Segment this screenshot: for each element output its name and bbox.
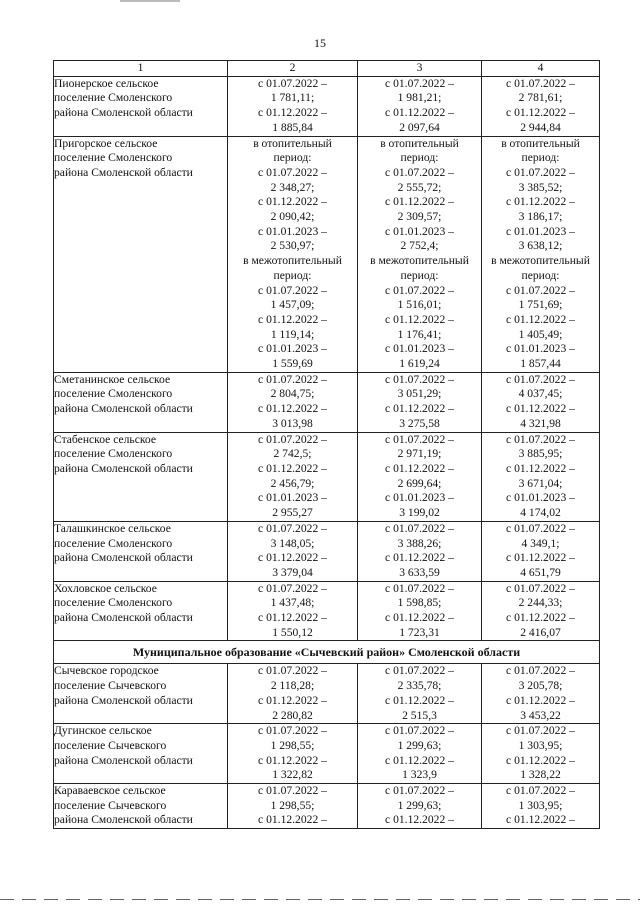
tariff-line: с 01.01.2023 – (506, 224, 575, 238)
section-header-row (54, 641, 600, 664)
tariff-line: с 01.07.2022 – (385, 521, 454, 535)
tariff-line: с 01.12.2022 – (506, 461, 575, 475)
tariff-line: 2 416,07 (520, 625, 561, 639)
tariff-cell-col3 (358, 581, 482, 641)
settlement-name-line: Дугинское сельское (54, 724, 152, 738)
tariff-line: с 01.12.2022 – (258, 402, 327, 416)
tariff-line: 4 321,98 (520, 416, 561, 430)
tariff-line: с 01.07.2022 – (258, 432, 327, 446)
tariff-cell-col2 (228, 432, 358, 521)
settlement-name-cell (54, 432, 228, 521)
tariff-cell-col4 (482, 136, 600, 372)
tariff-line: с 01.12.2022 – (258, 611, 327, 625)
tariff-line: с 01.12.2022 – (385, 312, 454, 326)
tariff-line: 1 322,82 (272, 768, 313, 782)
tariff-cell-col2 (228, 664, 358, 724)
tariff-cell-col2 (228, 372, 358, 432)
tariff-line: с 01.07.2022 – (258, 521, 327, 535)
settlement-name-line: Стабенское сельское (54, 432, 156, 446)
tariff-line: с 01.07.2022 – (258, 76, 327, 90)
tariff-line: в отопительный (253, 136, 332, 150)
tariff-line: 2 280,82 (272, 708, 313, 722)
tariff-line: с 01.12.2022 – (258, 312, 327, 326)
tariff-line: 3 453,22 (520, 708, 561, 722)
tariff-line: в межотопительный (243, 254, 342, 268)
tariff-line: с 01.07.2022 – (385, 165, 454, 179)
scan-artifact-top (120, 0, 180, 2)
tariff-line: с 01.07.2022 – (506, 724, 575, 738)
tariff-line: в межотопительный (370, 254, 469, 268)
tariff-line: 2 804,75; (270, 387, 315, 401)
tariff-line: с 01.12.2022 – (258, 461, 327, 475)
table-row (54, 724, 600, 784)
column-header-2: 2 (228, 61, 358, 77)
tariff-line: период: (521, 268, 560, 282)
tariff-line: с 01.12.2022 – (506, 402, 575, 416)
tariff-line: период: (273, 268, 312, 282)
tariff-line: с 01.07.2022 – (506, 432, 575, 446)
tariff-line: 1 598,85; (397, 596, 442, 610)
settlement-name-cell (54, 136, 228, 372)
tariff-line: с 01.01.2023 – (506, 491, 575, 505)
settlement-name-line: поселение Смоленского (54, 596, 173, 610)
settlement-name-cell (54, 76, 228, 136)
tariff-line: с 01.12.2022 – (258, 753, 327, 767)
settlement-name-line: поселение Смоленского (54, 447, 173, 461)
tariff-line: 1 723,31 (399, 625, 440, 639)
tariff-line: 1 457,09; (270, 298, 315, 312)
tariff-line: с 01.07.2022 – (385, 283, 454, 297)
tariff-line: 2 781,61; (518, 91, 563, 105)
tariff-line: 2 971,19; (397, 447, 442, 461)
tariff-line: 1 119,14; (270, 327, 315, 341)
tariff-line: с 01.12.2022 – (506, 106, 575, 120)
tariff-line: с 01.07.2022 – (506, 76, 575, 90)
tariff-line: 1 619,24 (399, 357, 440, 371)
tariff-line: 1 751,69; (518, 298, 563, 312)
tariff-line: 4 349,1; (521, 536, 560, 550)
tariff-line: 1 299,63; (397, 738, 442, 752)
tariff-line: с 01.07.2022 – (506, 521, 575, 535)
tariff-line: с 01.07.2022 – (506, 372, 575, 386)
tariff-line: с 01.12.2022 – (506, 312, 575, 326)
tariff-line: 3 186,17; (518, 210, 563, 224)
tariff-line: с 01.07.2022 – (385, 76, 454, 90)
settlement-name-line: Пригорское сельское (54, 136, 158, 150)
tariff-line: с 01.07.2022 – (385, 664, 454, 678)
tariff-line: 2 348,27; (270, 180, 315, 194)
page-number: 15 (314, 36, 326, 50)
tariff-line: 3 205,78; (518, 679, 563, 693)
tariff-line: в отопительный (501, 136, 580, 150)
settlement-name-line: поселение Сычевского (54, 679, 167, 693)
tariff-line: с 01.12.2022 – (385, 813, 454, 827)
settlement-name-line: поселение Сычевского (54, 738, 167, 752)
tariff-line: 2 244,33; (518, 596, 563, 610)
table-row (54, 76, 600, 136)
tariff-line: 1 981,21; (397, 91, 442, 105)
tariff-line: период: (521, 151, 560, 165)
table-body (54, 76, 600, 828)
tariff-line: 3 148,05; (270, 536, 315, 550)
settlement-name-cell (54, 724, 228, 784)
tariff-line: 4 651,79 (520, 565, 561, 579)
tariff-line: 2 742,5; (273, 447, 312, 461)
tariff-line: с 01.07.2022 – (506, 283, 575, 297)
tariff-line: 3 671,04; (518, 476, 563, 490)
tariff-line: с 01.01.2023 – (506, 342, 575, 356)
tariff-cell-col3 (358, 136, 482, 372)
tariff-line: с 01.12.2022 – (506, 693, 575, 707)
tariff-line: с 01.07.2022 – (506, 664, 575, 678)
tariff-line: с 01.01.2023 – (385, 491, 454, 505)
tariff-cell-col2 (228, 136, 358, 372)
settlement-name-line: района Смоленской области (54, 402, 193, 416)
tariff-line: с 01.12.2022 – (385, 461, 454, 475)
tariff-line: с 01.01.2023 – (258, 224, 327, 238)
tariff-line: 2 456,79; (270, 476, 315, 490)
tariff-line: с 01.12.2022 – (385, 106, 454, 120)
tariff-line: 3 388,26; (397, 536, 442, 550)
tariff-line: 2 335,78; (397, 679, 442, 693)
tariff-line: период: (400, 151, 439, 165)
tariff-line: с 01.01.2023 – (385, 224, 454, 238)
tariff-line: 2 118,28; (270, 679, 315, 693)
settlement-name-line: района Смоленской области (54, 461, 193, 475)
tariff-table (53, 60, 600, 829)
settlement-name-line: поселение Смоленского (54, 91, 173, 105)
tariff-cell-col3 (358, 724, 482, 784)
settlement-name-line: района Смоленской области (54, 813, 193, 827)
tariff-line: 2 944,84 (520, 120, 561, 134)
tariff-line: 3 633,59 (399, 565, 440, 579)
table-row (54, 784, 600, 829)
table-row (54, 521, 600, 581)
tariff-cell-col2 (228, 784, 358, 829)
tariff-line: с 01.07.2022 – (506, 581, 575, 595)
tariff-line: с 01.12.2022 – (506, 813, 575, 827)
tariff-line: 1 176,41; (397, 327, 442, 341)
table-row (54, 136, 600, 372)
tariff-line: 1 298,55; (270, 738, 315, 752)
tariff-line: 2 097,64 (399, 120, 440, 134)
tariff-line: 1 303,95; (518, 798, 563, 812)
tariff-line: 1 298,55; (270, 798, 315, 812)
tariff-line: 1 437,48; (270, 596, 315, 610)
settlement-name-cell (54, 372, 228, 432)
tariff-line: с 01.12.2022 – (258, 195, 327, 209)
tariff-cell-col4 (482, 432, 600, 521)
settlement-name-line: Караваевское сельское (54, 784, 166, 798)
tariff-line: 1 781,11; (270, 91, 315, 105)
tariff-line: с 01.01.2023 – (258, 342, 327, 356)
settlement-name-line: района Смоленской области (54, 106, 193, 120)
tariff-cell-col4 (482, 372, 600, 432)
column-header-4: 4 (482, 61, 600, 77)
tariff-line: с 01.12.2022 – (385, 693, 454, 707)
tariff-line: с 01.12.2022 – (506, 195, 575, 209)
settlement-name-line: района Смоленской области (54, 693, 193, 707)
tariff-cell-col4 (482, 784, 600, 829)
tariff-line: с 01.07.2022 – (385, 372, 454, 386)
tariff-line: с 01.12.2022 – (258, 693, 327, 707)
tariff-line: с 01.07.2022 – (385, 581, 454, 595)
tariff-cell-col2 (228, 581, 358, 641)
table-row (54, 581, 600, 641)
tariff-line: 1 299,63; (397, 798, 442, 812)
tariff-line: с 01.07.2022 – (258, 724, 327, 738)
tariff-line: в отопительный (380, 136, 459, 150)
tariff-line: 2 090,42; (270, 210, 315, 224)
settlement-name-cell (54, 521, 228, 581)
tariff-cell-col3 (358, 432, 482, 521)
settlement-name-line: Сметанинское сельское (54, 372, 171, 386)
tariff-cell-col2 (228, 76, 358, 136)
tariff-line: с 01.07.2022 – (385, 724, 454, 738)
tariff-line: 4 174,02 (520, 506, 561, 520)
tariff-line: с 01.12.2022 – (385, 753, 454, 767)
tariff-line: 3 013,98 (272, 416, 313, 430)
tariff-line: 2 555,72; (397, 180, 442, 194)
tariff-cell-col3 (358, 784, 482, 829)
tariff-line: 1 857,44 (520, 357, 561, 371)
tariff-line: с 01.12.2022 – (258, 551, 327, 565)
tariff-line: 3 385,52; (518, 180, 563, 194)
column-header-3: 3 (358, 61, 482, 77)
tariff-line: период: (273, 151, 312, 165)
tariff-line: с 01.12.2022 – (506, 611, 575, 625)
settlement-name-line: Пионерское сельское (54, 76, 159, 90)
tariff-cell-col3 (358, 664, 482, 724)
tariff-line: с 01.12.2022 – (258, 813, 327, 827)
tariff-line: 2 309,57; (397, 210, 442, 224)
tariff-line: с 01.07.2022 – (258, 372, 327, 386)
settlement-name-line: поселение Смоленского (54, 387, 173, 401)
tariff-line: с 01.07.2022 – (258, 283, 327, 297)
tariff-line: с 01.12.2022 – (385, 195, 454, 209)
settlement-name-line: района Смоленской области (54, 551, 193, 565)
tariff-line: с 01.07.2022 – (506, 784, 575, 798)
tariff-line: с 01.07.2022 – (385, 784, 454, 798)
tariff-line: 3 638,12; (518, 239, 563, 253)
table-header-row (54, 61, 600, 77)
tariff-line: 2 955,27 (272, 506, 313, 520)
settlement-name-cell (54, 581, 228, 641)
tariff-line: с 01.07.2022 – (385, 432, 454, 446)
tariff-cell-col3 (358, 372, 482, 432)
tariff-line: с 01.12.2022 – (506, 551, 575, 565)
tariff-cell-col4 (482, 581, 600, 641)
tariff-line: 1 303,95; (518, 738, 563, 752)
scan-artifact-bottom (0, 899, 640, 900)
column-header-1: 1 (54, 61, 228, 77)
tariff-line: с 01.12.2022 – (506, 753, 575, 767)
tariff-cell-col2 (228, 521, 358, 581)
tariff-line: с 01.07.2022 – (258, 165, 327, 179)
tariff-cell-col3 (358, 76, 482, 136)
tariff-line: 1 323,9 (402, 768, 437, 782)
table-row (54, 372, 600, 432)
tariff-line: 3 199,02 (399, 506, 440, 520)
settlement-name-cell (54, 664, 228, 724)
tariff-line: 2 515,3 (402, 708, 437, 722)
tariff-cell-col4 (482, 521, 600, 581)
tariff-line: с 01.07.2022 – (258, 581, 327, 595)
tariff-line: 1 559,69 (272, 357, 313, 371)
tariff-line: 3 379,04 (272, 565, 313, 579)
tariff-line: с 01.07.2022 – (506, 165, 575, 179)
tariff-line: 3 275,58 (399, 416, 440, 430)
settlement-name-line: поселение Смоленского (54, 151, 173, 165)
tariff-line: с 01.12.2022 – (385, 402, 454, 416)
tariff-line: 1 516,01; (397, 298, 442, 312)
tariff-cell-col4 (482, 724, 600, 784)
table-row (54, 432, 600, 521)
tariff-line: с 01.12.2022 – (385, 551, 454, 565)
tariff-line: 2 752,4; (400, 239, 439, 253)
tariff-line: с 01.01.2023 – (258, 491, 327, 505)
settlement-name-line: района Смоленской области (54, 165, 193, 179)
tariff-line: с 01.12.2022 – (258, 106, 327, 120)
tariff-line: с 01.12.2022 – (385, 611, 454, 625)
settlement-name-line: Сычевское городское (54, 664, 159, 678)
tariff-line: 1 885,84 (272, 120, 313, 134)
tariff-line: 1 328,22 (520, 768, 561, 782)
settlement-name-line: района Смоленской области (54, 611, 193, 625)
tariff-line: период: (400, 268, 439, 282)
tariff-line: 3 885,95; (518, 447, 563, 461)
table-row (54, 664, 600, 724)
settlement-name-line: района Смоленской области (54, 753, 193, 767)
tariff-line: 2 530,97; (270, 239, 315, 253)
tariff-line: с 01.01.2023 – (385, 342, 454, 356)
settlement-name-line: Хохловское сельское (54, 581, 157, 595)
tariff-cell-col4 (482, 76, 600, 136)
tariff-line: в межотопительный (491, 254, 590, 268)
tariff-cell-col4 (482, 664, 600, 724)
tariff-line: с 01.07.2022 – (258, 664, 327, 678)
settlement-name-line: поселение Смоленского (54, 536, 173, 550)
tariff-line: 2 699,64; (397, 476, 442, 490)
tariff-cell-col3 (358, 521, 482, 581)
tariff-cell-col2 (228, 724, 358, 784)
tariff-line: 1 550,12 (272, 625, 313, 639)
tariff-line: 4 037,45; (518, 387, 563, 401)
tariff-line: с 01.07.2022 – (258, 784, 327, 798)
tariff-line: 3 051,29; (397, 387, 442, 401)
settlement-name-line: поселение Сычевского (54, 798, 167, 812)
settlement-name-line: Талашкинское сельское (54, 521, 171, 535)
settlement-name-cell (54, 784, 228, 829)
section-title: Муниципальное образование «Сычевский район» Смоленской области (54, 641, 600, 664)
tariff-line: 1 405,49; (518, 327, 563, 341)
